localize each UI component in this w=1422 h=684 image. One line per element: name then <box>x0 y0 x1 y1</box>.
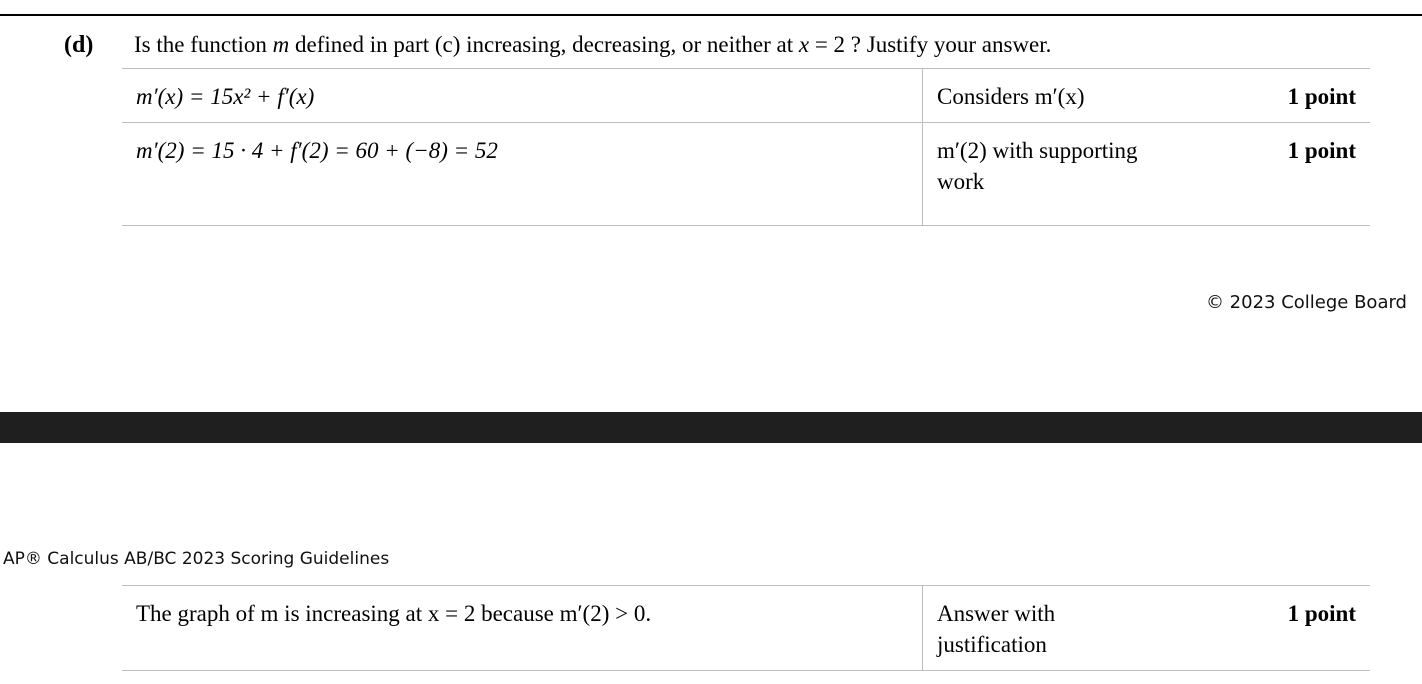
scoring-table-2 <box>122 585 1370 671</box>
page-separator <box>0 412 1422 443</box>
work-text: m′(x) = 15x² + f′(x) <box>136 84 315 109</box>
top-rule <box>0 14 1422 16</box>
part-label: (d) <box>64 32 94 58</box>
question-text-b: defined in part (c) increasing, decreasing, or neither at <box>289 32 799 57</box>
table-row <box>122 586 1370 671</box>
question-text-a: Is the function <box>134 32 273 57</box>
points-cell: 1 point <box>1167 69 1370 123</box>
criterion-cell: Considers m′(x) <box>923 69 1168 123</box>
criterion-cell: m′(2) with supporting work <box>923 123 1168 226</box>
question-var: m <box>272 32 290 57</box>
question-text-c: = 2 ? Justify your answer. <box>809 32 1052 57</box>
points-cell: 1 point <box>1167 586 1370 671</box>
criterion-cell: Answer with justification <box>923 586 1168 671</box>
points-cell: 1 point <box>1167 123 1370 226</box>
work-cell: The graph of m is increasing at x = 2 because m′(2) > 0. <box>122 586 923 671</box>
work-cell <box>122 123 923 226</box>
work-text: m′(2) = 15 · 4 + f′(2) = 60 + (−8) = 52 <box>136 138 498 163</box>
table-row <box>122 123 1370 226</box>
table-row <box>122 69 1370 123</box>
question-x: x <box>798 32 810 57</box>
copyright: © 2023 College Board <box>1205 292 1407 313</box>
question-text <box>134 32 1051 58</box>
scoring-table-1 <box>122 68 1370 226</box>
work-cell <box>122 69 923 123</box>
page-header-title: AP® Calculus AB/BC 2023 Scoring Guidelines <box>3 549 390 569</box>
